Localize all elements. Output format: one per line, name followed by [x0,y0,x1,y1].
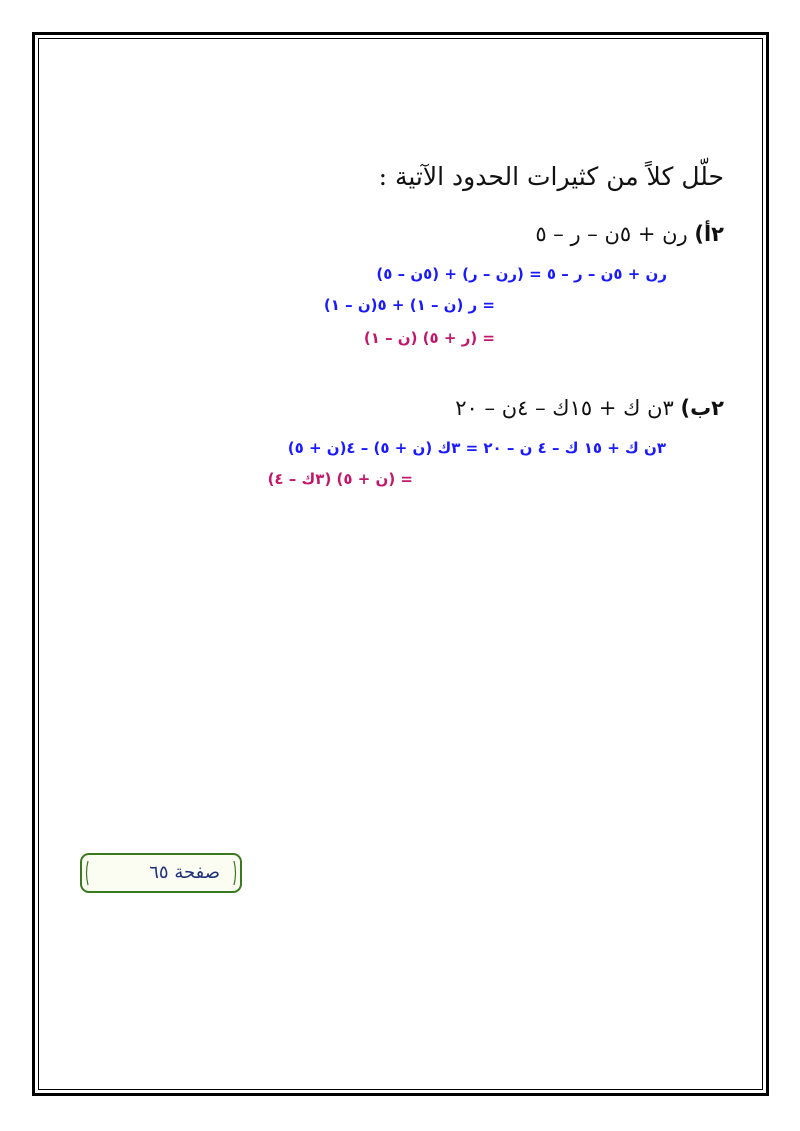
page-number-tag [80,853,242,893]
exercise-heading: حلّل كلاً من كثيرات الحدود الآتية : [378,162,724,191]
problem-a [535,222,724,246]
page-border-inner [38,38,763,1090]
problem-b-expression: ٣ن ك + ١٥ك – ٤ن – ٢٠ [455,396,674,420]
page-number-label: صفحة ٦٥ [149,862,220,883]
problem-a-step-1: رن + ٥ن – ر – ٥ = (رن – ر) + (٥ن – ٥) [376,265,667,283]
problem-a-step-2: = ر (ن – ١) + ٥(ن – ١) [323,296,495,314]
problem-b [455,396,724,420]
problem-b-answer: = (ن + ٥) (٣ك – ٤) [267,470,413,488]
problem-b-number: ٢ب) [680,396,724,420]
problem-b-step-1: ٣ن ك + ١٥ ك – ٤ ن – ٢٠ = ٣ك (ن + ٥) – ٤(ن + ٥) [287,439,666,457]
problem-a-number: ٢أ) [694,222,724,246]
problem-a-expression: رن + ٥ن – ر – ٥ [535,222,688,246]
problem-a-answer: = (ر + ٥) (ن – ١) [363,329,495,347]
